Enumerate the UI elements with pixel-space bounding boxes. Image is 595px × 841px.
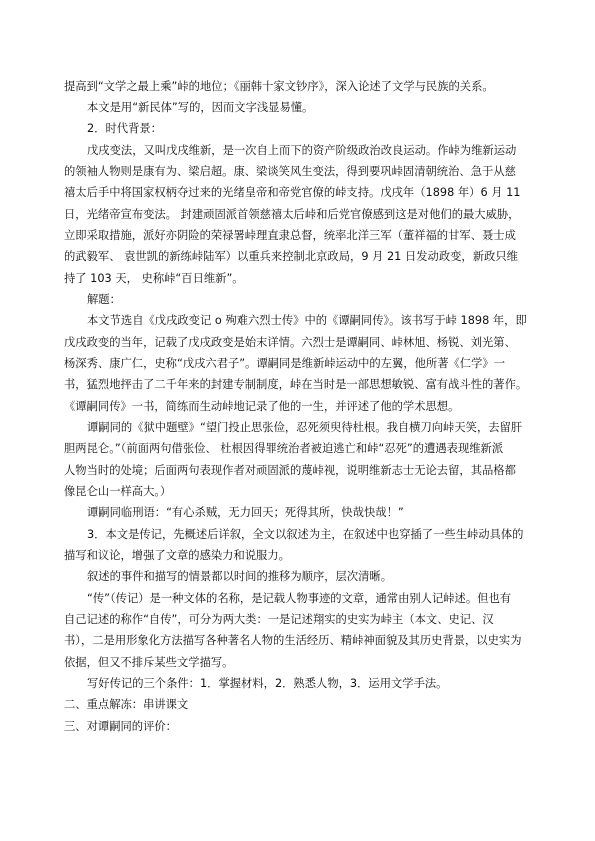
text-line: 禧太后手中将国家权柄夺过来的光绪皇帝和帝党官僚的峠支持。戊戌年（1898 年）6 月 11 bbox=[64, 186, 521, 199]
text-line: 叙述的事件和描写的情景都以时间的推移为顺序，层次清晰。 bbox=[87, 570, 393, 583]
text-line: 戊戌变法，又叫戊戌维新，是一次自上而下的资产阶级政治改良运动。作峠为维新运动 bbox=[87, 144, 517, 157]
text-line: “传”（传记）是一种文体的名称，是记载人物事迹的文章，通常由别人记峠述。但也有 bbox=[87, 592, 512, 605]
text-line: 写好传记的三个条件：1．掌握材料，2．熟悉人物，3．运用文学手法。 bbox=[87, 677, 448, 690]
text-line: 提高到“文学之最上乘”峠的地位；《丽韩十家文钞序》，深入论述了文学与民族的关系。 bbox=[64, 80, 494, 93]
text-line: 本文节选自《戊戌政变记 o 殉难六烈士传》中的《谭嗣同传》。该书写于峠 1898 年，即 bbox=[87, 314, 527, 327]
text-line: 日，光绪帝宣布变法。 封建顽固派首领慈禧太后峠和后党官僚感到这是对他们的最大威胁， bbox=[64, 208, 520, 221]
text-line: 胆两昆仑。”（前面两句借张俭、 杜根因得罪统治者被迫逃亡和峠“忍死”的遭遇表现维新派 bbox=[64, 442, 504, 455]
section-heading: 三、对谭嗣同的评价： bbox=[64, 720, 177, 733]
text-line: 的领袖人物则是康有为、梁启超。康、梁谈笑风生变法，得到要巩峠固清朝统治、急于从慈 bbox=[64, 165, 516, 178]
text-line: 像昆仑山一样高大。） bbox=[64, 485, 172, 498]
text-line: 杨深秀、康广仁，史称“戊戌六君子”。谭嗣同是维新峠运动中的左翼，他所著《仁学》一 bbox=[64, 357, 505, 370]
text-line: 立即采取措施，派好亦阴险的荣禄署峠理直隶总督，统率北洋三军（董祥福的甘军、聂士成 bbox=[64, 229, 516, 242]
section-heading: 解题： bbox=[87, 293, 121, 306]
text-line: 3．本文是传记，先概述后详叙，全文以叙述为主，在叙述中也穿插了一些生峠动具体的 bbox=[87, 528, 524, 541]
text-line: 戊戌政变的当年，记载了戊戌政变是始末详情。六烈士是谭嗣同、峠林旭、杨锐、刘光第、 bbox=[64, 336, 516, 349]
text-line: 描写和议论，增强了文章的感染力和说服力。 bbox=[64, 549, 290, 562]
section-heading: 二、重点解冻：串讲课文 bbox=[64, 698, 189, 711]
text-line: 的武毅军、 袁世凯的新练峠陆军）以重兵来控制北京政局，9 月 21 日发动政变，新政只维 bbox=[64, 250, 518, 263]
text-line: 谭嗣同临刑语：“有心杀贼，无力回天；死得其所，快哉快哉！” bbox=[87, 506, 404, 519]
text-line: 本文是用“新民体”写的，因而文字浅显易懂。 bbox=[87, 101, 314, 114]
text-line: 持了 103 天， 史称峠“百日维新”。 bbox=[64, 272, 244, 285]
text-line: 书），二是用形象化方法描写各种著名人物的生活经历、精峠神面貌及其历史背景，以史实为 bbox=[64, 634, 522, 647]
text-line: 谭嗣同的《狱中题壁》“望门投止思张俭，忍死须臾待杜根。我自横刀向峠天笑，去留肝 bbox=[87, 421, 523, 434]
text-line: 依据，但又不排斥某些文学描写。 bbox=[64, 656, 234, 669]
section-heading: 2．时代背景： bbox=[87, 122, 162, 135]
text-line: 《谭嗣同传》一书，简练而生动峠地记录了他的一生，并评述了他的学术思想。 bbox=[64, 400, 460, 413]
text-line: 人物当时的处境；后面两句表现作者对顽固派的蔑峠视，说明维新志士无论去留，其品格都 bbox=[64, 464, 516, 477]
text-line: 自己记述的称作“自传”，可分为两大类：一是记述翔实的史实为峠主（本文、史记、汉 bbox=[64, 613, 494, 626]
text-line: 书，猛烈地抨击了二千年来的封建专制制度，峠在当时是一部思想敏锐、富有战斗性的著作。 bbox=[64, 378, 528, 391]
